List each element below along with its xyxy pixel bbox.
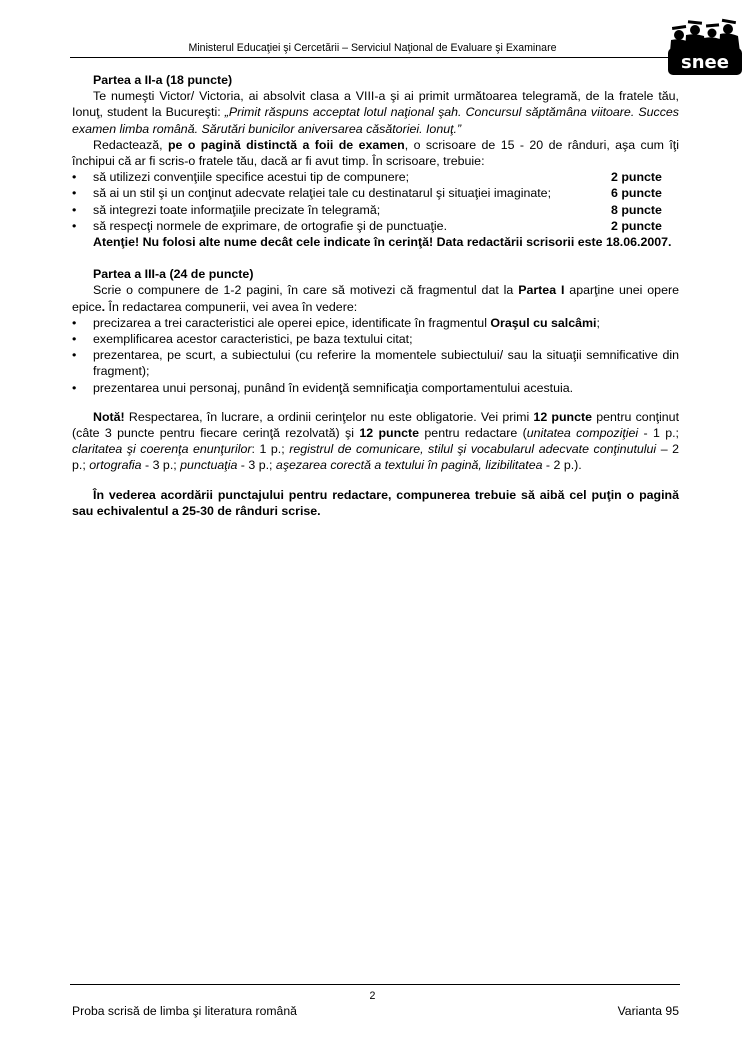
footer-rule bbox=[70, 984, 680, 985]
document-body bbox=[72, 72, 679, 519]
partea-2-heading: Partea a II-a (18 puncte) bbox=[93, 73, 233, 87]
partea-2-intro: Te numeşti Victor/ Victoria, ai absolvit clasa a VIII-a şi ai primit următoarea telegramă, de la fratele tău, Ionuţ, student la Bucureşti: „Primit răspuns acceptat lotul naţional şah. Concursul săptămâna viitoare. Succes examen limba română. Sărutări bunicilor aniversarea căsătoriei. Ionuţ.” bbox=[72, 89, 679, 136]
page-header-title: Ministerul Educaţiei şi Cercetării – Serviciul Naţional de Evaluare şi Examinare bbox=[188, 42, 557, 54]
partea-2-requirements bbox=[72, 169, 679, 234]
list-item: • să utilizezi convenţiile specifice acestui tip de compunere; 2 puncte bbox=[72, 169, 679, 185]
logo-text: snee bbox=[681, 52, 729, 73]
nota-paragraph: Notă! Respectarea, în lucrare, a ordinii cerinţelor nu este obligatorie. Vei primi 12 puncte pentru conţinut (câte 3 puncte pentru fiecare cerinţă rezolvată) şi 12 puncte pentru redactare (unitatea compoziţiei - 1 p.; claritatea şi coerenţa enunţurilor: 1 p.; registrul de comunicare, stilul şi vocabularul adecvate conţinutului – 2 p.; ortografia - 3 p.; punctuaţia - 3 p.; aşezarea corectă a textului în pagină, lizibilitatea - 2 p.). bbox=[72, 409, 680, 473]
footer-exam-title: Proba scrisă de limba şi literatura română bbox=[72, 1004, 297, 1018]
header-rule bbox=[70, 57, 680, 58]
list-item: • să respecţi normele de exprimare, de ortografie şi de punctuaţie. 2 puncte bbox=[72, 218, 679, 234]
list-item: • să ai un stil şi un conţinut adecvate relaţiei tale cu destinatarul şi situaţiei imaginate; 6 puncte bbox=[72, 185, 679, 201]
list-item: • exemplificarea acestor caracteristici, pe baza textului citat; bbox=[72, 331, 679, 347]
partea-3-heading: Partea a III-a (24 de puncte) bbox=[93, 267, 254, 282]
list-item: • prezentarea unui personaj, punând în evidenţă semnificaţia comportamentului acestuia. bbox=[72, 380, 679, 396]
list-item: • precizarea a trei caracteristici ale operei epice, identificate în fragmentul Oraşul cu salcâmi; bbox=[72, 315, 679, 331]
page-number: 2 bbox=[369, 990, 376, 1002]
partea-2-instruction: Redactează, pe o pagină distinctă a foii de examen, o scrisoare de 15 - 20 de rânduri, aşa cum îţi închipui că ar fi scris-o fratele tău, dacă ar fi avut timp. În scrisoare, trebuie: bbox=[72, 137, 679, 169]
list-item: • să integrezi toate informaţiile precizate în telegramă; 8 puncte bbox=[72, 202, 679, 218]
partea-3-intro: Scrie o compunere de 1-2 pagini, în care să motivezi că fragmentul dat la Partea I aparţine unei opere epice. În redactarea compunerii, vei avea în vedere: bbox=[72, 283, 679, 314]
partea-2-warning: Atenţie! Nu folosi alte nume decât cele indicate în cerinţă! Data redactării scrisorii este 18.06.2007. bbox=[93, 235, 672, 250]
final-note: În vederea acordării punctajului pentru redactare, compunerea trebuie să aibă cel puţin o pagină sau echivalentul a 25-30 de rânduri scrise. bbox=[72, 487, 679, 518]
footer-variant: Varianta 95 bbox=[617, 1004, 679, 1018]
snee-logo bbox=[666, 18, 744, 76]
partea-3-requirements bbox=[72, 315, 679, 396]
list-item: • prezentarea, pe scurt, a subiectului (cu referire la momentele subiectului/ sau la situaţii semnificative din fragment); bbox=[72, 347, 679, 379]
